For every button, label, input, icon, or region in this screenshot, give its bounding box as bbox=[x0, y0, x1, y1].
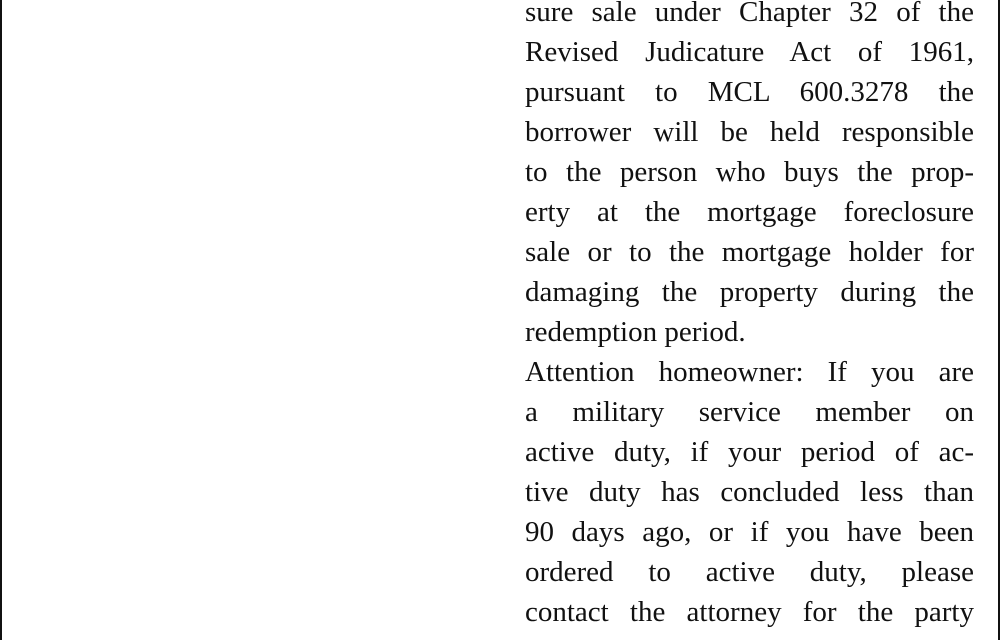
text-line: to the person who buys the prop- bbox=[525, 156, 974, 188]
text-line: tive duty has concluded less than bbox=[525, 476, 974, 508]
text-line: active duty, if your period of ac- bbox=[525, 436, 974, 468]
text-line: contact the attorney for the party bbox=[525, 596, 974, 628]
text-line: ordered to active duty, please bbox=[525, 556, 974, 588]
text-line: borrower will be held responsible bbox=[525, 116, 974, 148]
text-line: erty at the mortgage foreclosure bbox=[525, 196, 974, 228]
text-line: Attention homeowner: If you are bbox=[525, 356, 974, 388]
right-text-column bbox=[525, 0, 974, 640]
text-line: redemption period. bbox=[525, 316, 746, 348]
text-line: damaging the property during the bbox=[525, 276, 974, 308]
text-line: a military service member on bbox=[525, 396, 974, 428]
text-line: 90 days ago, or if you have been bbox=[525, 516, 974, 548]
text-line: sale or to the mortgage holder for bbox=[525, 236, 974, 268]
text-line: sure sale under Chapter 32 of the bbox=[525, 0, 974, 28]
text-line: pursuant to MCL 600.3278 the bbox=[525, 76, 974, 108]
text-line: Revised Judicature Act of 1961, bbox=[525, 36, 974, 68]
